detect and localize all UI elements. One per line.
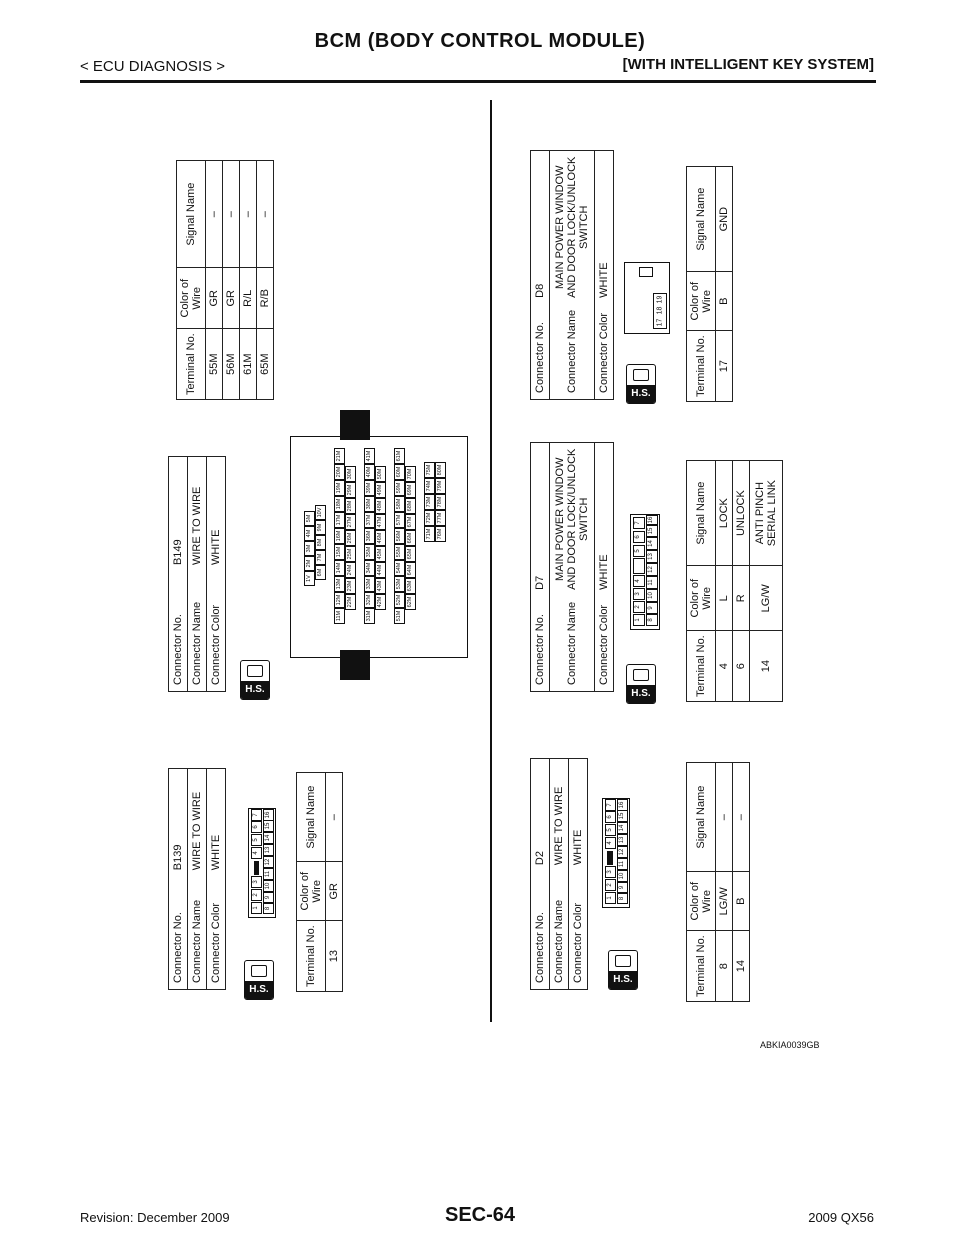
pin: 16: [263, 809, 274, 821]
section-label: < ECU DIAGNOSIS >: [80, 58, 226, 75]
header-wire: [687, 566, 716, 631]
pin: 1: [633, 614, 645, 626]
pin: 44M: [375, 562, 386, 578]
connector-name: WIRE TO WIRE: [188, 769, 207, 877]
pin: 2: [605, 879, 616, 891]
pin: 3M: [304, 541, 315, 556]
header-terminal: Terminal No.: [177, 329, 206, 400]
subsection-label: [WITH INTELLIGENT KEY SYSTEM]: [622, 56, 874, 73]
b149-latch-bottom: [340, 650, 370, 680]
pin: 64M: [405, 562, 416, 578]
label: Connector Color: [595, 304, 614, 400]
pin: 2: [633, 601, 645, 613]
pin: 76M: [435, 526, 446, 542]
pin: 6M: [315, 565, 326, 580]
pin: 15: [617, 810, 628, 822]
label: Connector No.: [531, 596, 550, 692]
b149-info: [168, 456, 226, 692]
pin: 14: [263, 832, 274, 844]
connector-glyph-icon: [633, 669, 649, 681]
pin: 72M: [424, 510, 435, 526]
pin: 52M: [394, 592, 405, 608]
key-block: [607, 851, 613, 865]
table-row: [733, 461, 750, 702]
pin: 41M: [364, 448, 375, 464]
header-wire-l1: Color of: [689, 578, 701, 618]
key-block: [254, 861, 259, 875]
pin: 8: [646, 614, 658, 626]
table-row: [257, 161, 274, 400]
table-row: [733, 763, 750, 1002]
header-wire-l1: Color of: [689, 281, 701, 321]
connector-name: WIRE TO WIRE: [188, 457, 207, 572]
connector-glyph-icon: [251, 965, 267, 977]
pin: 8: [617, 893, 628, 904]
table-row: [240, 161, 257, 400]
header-terminal: Terminal No.: [687, 931, 716, 1002]
header-signal: Signal Name: [687, 763, 716, 872]
pin: 60M: [394, 464, 405, 480]
pin: 29M: [345, 482, 356, 498]
pin-row: [394, 448, 405, 624]
wire-color: R/B: [257, 268, 274, 329]
pin: 48M: [375, 498, 386, 514]
pin: 13: [617, 834, 628, 846]
header-wire: [687, 272, 716, 331]
connector-name-l1: MAIN POWER WINDOW: [554, 165, 566, 289]
pin: 56M: [394, 528, 405, 544]
pin: 7: [633, 517, 645, 529]
pin: 1: [605, 892, 616, 904]
wire-color: B: [733, 872, 750, 931]
pin: 14: [646, 537, 658, 550]
terminal: 13: [326, 921, 343, 992]
label: Connector Name: [188, 571, 207, 691]
header-terminal: Terminal No.: [687, 631, 716, 702]
pin: 12: [617, 846, 628, 858]
b139-pin-diagram: [248, 808, 276, 918]
pin: 14M: [334, 560, 345, 576]
pin: 5M: [304, 511, 315, 526]
connector-name-l1: MAIN POWER WINDOW: [554, 457, 566, 581]
pin: 74M: [424, 478, 435, 494]
pin: 7M: [315, 550, 326, 565]
hs-icon: [240, 660, 270, 700]
header-signal: Signal Name: [687, 167, 716, 272]
pin-column: [653, 293, 667, 329]
connector-glyph-icon: [615, 955, 631, 967]
header-wire: [687, 872, 716, 931]
pin: 68M: [405, 498, 416, 514]
pin: 9: [263, 892, 274, 903]
pin: 25M: [345, 546, 356, 562]
pin: 21M: [334, 448, 345, 464]
label: Connector Color: [207, 876, 226, 989]
pin: 5: [251, 834, 262, 846]
terminal: 6: [733, 631, 750, 702]
hs-icon: [608, 950, 638, 990]
pin: 65M: [405, 546, 416, 562]
connector-color: WHITE: [595, 442, 614, 596]
pin: 23M: [345, 578, 356, 594]
connector-color: WHITE: [595, 150, 614, 304]
d8-connector-body: [624, 262, 670, 334]
signal: LOCK: [716, 461, 733, 566]
pin: 22M: [345, 594, 356, 610]
pin: 71M: [424, 526, 435, 542]
pin: 11: [617, 858, 628, 870]
b139-terminal-table: [296, 772, 343, 992]
pin: 35M: [364, 544, 375, 560]
pin: 13M: [334, 576, 345, 592]
pin-row: [304, 511, 315, 586]
pin: 6: [605, 811, 616, 823]
pin: 31M: [364, 608, 375, 624]
connector-color: WHITE: [207, 769, 226, 877]
connector-no: B149: [169, 457, 188, 572]
d2-terminal-table: [686, 762, 750, 1002]
header-signal: Signal Name: [177, 161, 206, 268]
connector-name: WIRE TO WIRE: [550, 759, 569, 872]
label: Connector No.: [531, 304, 550, 400]
pin: 54M: [394, 560, 405, 576]
pin: 14: [617, 822, 628, 834]
header-signal: Signal Name: [687, 461, 716, 566]
pin: 11: [263, 868, 274, 880]
hs-label: H.S.: [245, 981, 273, 999]
label: Connector Name: [550, 871, 569, 989]
pin: 75M: [424, 462, 435, 478]
pin: 37M: [364, 512, 375, 528]
pin: 15: [263, 820, 274, 832]
pin: 2: [251, 889, 262, 901]
pin: 49M: [375, 482, 386, 498]
pin: 28M: [345, 498, 356, 514]
pin: 46M: [375, 530, 386, 546]
signal: –: [240, 161, 257, 268]
pin: 24M: [345, 562, 356, 578]
header-wire-l2: Wire: [701, 289, 713, 313]
pin: 5: [633, 545, 645, 557]
signal: –: [223, 161, 240, 268]
pin: 17: [656, 318, 664, 327]
pin: 16: [617, 799, 628, 811]
hs-icon: [244, 960, 274, 1000]
header-wire: [177, 268, 206, 329]
wire-color: GR: [206, 268, 223, 329]
pin-empty: [633, 558, 645, 574]
pin: 38M: [364, 496, 375, 512]
signal-l2: SERIAL LINK: [766, 480, 778, 547]
wire-color: LG/W: [716, 872, 733, 931]
hs-icon: [626, 664, 656, 704]
pin: 4: [633, 575, 645, 587]
signal: –: [326, 773, 343, 862]
pin: 10: [646, 589, 658, 602]
pin: 9M: [315, 520, 326, 535]
label: Connector No.: [169, 876, 188, 989]
d7-pin-diagram: [630, 514, 660, 630]
hs-label: H.S.: [241, 681, 269, 699]
d7-terminal-table: [686, 460, 783, 702]
table-row: [716, 763, 733, 1002]
pin: 10: [263, 880, 274, 892]
pin: 12: [646, 563, 658, 576]
pin: 39M: [364, 480, 375, 496]
pin: 26M: [345, 530, 356, 546]
label: Connector Color: [595, 596, 614, 692]
pin-row: [375, 466, 386, 610]
d2-info: [530, 758, 588, 990]
pin: 30M: [345, 466, 356, 482]
connector-name-l2: AND DOOR LOCK/UNLOCK: [566, 156, 578, 298]
pin: 13: [646, 550, 658, 563]
pin: 18: [656, 307, 664, 315]
pin: 50M: [375, 466, 386, 482]
label: Connector Name: [550, 304, 595, 400]
pin: 62M: [405, 594, 416, 610]
header-wire-l1: Color of: [179, 278, 191, 318]
pin: 17M: [334, 512, 345, 528]
terminal: 14: [750, 631, 783, 702]
connector-name-l3: SWITCH: [578, 497, 590, 541]
pin: 12: [263, 856, 274, 868]
pin: 47M: [375, 514, 386, 530]
label: Connector Name: [188, 876, 207, 989]
pin: 9: [617, 882, 628, 893]
header-wire-l2: Wire: [311, 879, 323, 903]
pin: 12M: [334, 592, 345, 608]
pin: 67M: [405, 514, 416, 530]
header-wire-l2: Wire: [191, 286, 203, 310]
terminal: 65M: [257, 329, 274, 400]
pin-row: [315, 505, 326, 580]
pin: 19: [656, 295, 664, 304]
connector-no: D7: [531, 442, 550, 596]
b149-terminal-table: [176, 160, 274, 400]
footer-model: 2009 QX56: [808, 1210, 874, 1225]
header-wire-l1: Color of: [689, 881, 701, 921]
pin: 57M: [394, 512, 405, 528]
pin: 70M: [405, 466, 416, 482]
page-title: BCM (BODY CONTROL MODULE): [314, 30, 646, 52]
header-rule: [80, 80, 876, 83]
center-divider: [490, 100, 492, 1022]
b149-latch-top: [340, 410, 370, 440]
pin-row: [435, 462, 446, 542]
pin: 10V: [315, 505, 326, 520]
pin: 77M: [435, 510, 446, 526]
d8-terminal-table: [686, 166, 733, 402]
pin: 3: [633, 588, 645, 600]
header-wire-l1: Color of: [299, 871, 311, 911]
signal: –: [257, 161, 274, 268]
pin-row: [334, 448, 345, 624]
pin: 40M: [364, 464, 375, 480]
d2-pin-diagram: [602, 798, 630, 908]
wire-color: GR: [326, 862, 343, 921]
signal: [750, 461, 783, 566]
connector-no: D2: [531, 759, 550, 872]
connector-no: B139: [169, 769, 188, 877]
pin: 34M: [364, 560, 375, 576]
terminal: 17: [716, 331, 733, 402]
header-wire-l2: Wire: [701, 586, 713, 610]
pin: 4: [251, 847, 262, 859]
connector-glyph-icon: [247, 665, 263, 677]
pin: 16: [646, 515, 658, 525]
pin: 45M: [375, 546, 386, 562]
header-signal: Signal Name: [297, 773, 326, 862]
pin: 20M: [334, 464, 345, 480]
figure-id: ABKIA0039GB: [760, 1040, 820, 1050]
connector-name: [550, 150, 595, 304]
wire-color: B: [716, 272, 733, 331]
table-row: [326, 773, 343, 992]
header-wire: [297, 862, 326, 921]
label: Connector No.: [169, 571, 188, 691]
connector-color: WHITE: [207, 457, 226, 572]
hs-icon: [626, 364, 656, 404]
d8-info: [530, 150, 614, 400]
pin: 63M: [405, 578, 416, 594]
pin: 1: [251, 902, 262, 914]
pin: 11M: [334, 608, 345, 624]
pin: 13: [263, 844, 274, 856]
connector-color: WHITE: [569, 759, 588, 872]
pin: 7: [605, 799, 616, 811]
pin-row: [345, 466, 356, 610]
header-terminal: Terminal No.: [297, 921, 326, 992]
d7-info: [530, 442, 614, 692]
pin: 8: [263, 903, 274, 914]
pin: 3: [605, 866, 616, 878]
label: Connector Name: [550, 596, 595, 692]
terminal: 4: [716, 631, 733, 702]
wire-color: L: [716, 566, 733, 631]
connector-name: [550, 442, 595, 596]
hs-label: H.S.: [627, 385, 655, 403]
wire-color: R: [733, 566, 750, 631]
header-terminal: Terminal No.: [687, 331, 716, 402]
terminal: 56M: [223, 329, 240, 400]
connector-name-l2: AND DOOR LOCK/UNLOCK: [566, 448, 578, 590]
pin: 16M: [334, 528, 345, 544]
signal: UNLOCK: [733, 461, 750, 566]
pin: 32M: [364, 592, 375, 608]
pin: 53M: [394, 576, 405, 592]
footer-page-number: SEC-64: [444, 1204, 516, 1226]
pin: 7: [251, 809, 262, 821]
wire-color: GR: [223, 268, 240, 329]
pin: 36M: [364, 528, 375, 544]
pin: 33M: [364, 576, 375, 592]
terminal: 8: [716, 931, 733, 1002]
signal: GND: [716, 167, 733, 272]
signal: –: [206, 161, 223, 268]
connector-no: D8: [531, 150, 550, 304]
table-row: [750, 461, 783, 702]
header-wire-l2: Wire: [701, 889, 713, 913]
terminal: 14: [733, 931, 750, 1002]
pin: 55M: [394, 544, 405, 560]
pin: 4: [605, 837, 616, 849]
b149-pin-grid: [300, 444, 460, 624]
pin-row: [364, 448, 375, 624]
signal-l1: ANTI PINCH: [754, 481, 766, 545]
pin: 5: [605, 824, 616, 836]
terminal: 55M: [206, 329, 223, 400]
pin: 69M: [405, 482, 416, 498]
pin: 61M: [394, 448, 405, 464]
pin-row: [405, 466, 416, 610]
table-row: [206, 161, 223, 400]
pin: 59M: [394, 480, 405, 496]
pin: 79M: [435, 478, 446, 494]
pin: 11: [646, 576, 658, 589]
pin-row: [424, 462, 435, 542]
wire-color: LG/W: [750, 566, 783, 631]
pin: 80M: [435, 462, 446, 478]
pin: 10: [617, 870, 628, 882]
connector-name-l3: SWITCH: [578, 205, 590, 249]
pin: 2M: [304, 556, 315, 571]
pin: 51M: [394, 608, 405, 624]
signal: –: [716, 763, 733, 872]
pin: 42M: [375, 594, 386, 610]
pin: 6: [633, 531, 645, 543]
table-row: [716, 167, 733, 402]
table-row: [223, 161, 240, 400]
pin: 4M: [304, 526, 315, 541]
table-row: [716, 461, 733, 702]
pin: 78M: [435, 494, 446, 510]
pin: 18M: [334, 496, 345, 512]
pin: 8M: [315, 535, 326, 550]
pin: 66M: [405, 530, 416, 546]
latch: [639, 267, 653, 277]
pin: 27M: [345, 514, 356, 530]
terminal: 61M: [240, 329, 257, 400]
wire-color: R/L: [240, 268, 257, 329]
label: Connector No.: [531, 871, 550, 989]
b139-info: [168, 768, 226, 990]
pin: 9: [646, 602, 658, 614]
signal: –: [733, 763, 750, 872]
label: Connector Color: [569, 871, 588, 989]
pin: 6: [251, 821, 262, 833]
pin: 15: [646, 525, 658, 537]
pin: 3: [251, 876, 262, 888]
pin: 19M: [334, 480, 345, 496]
label: Connector Color: [207, 571, 226, 691]
pin: 15M: [334, 544, 345, 560]
connector-glyph-icon: [633, 369, 649, 381]
hs-label: H.S.: [627, 685, 655, 703]
pin: 43M: [375, 578, 386, 594]
pin: 1V: [304, 571, 315, 586]
footer-revision: Revision: December 2009: [80, 1210, 230, 1225]
hs-label: H.S.: [609, 971, 637, 989]
pin: 58M: [394, 496, 405, 512]
pin: 73M: [424, 494, 435, 510]
